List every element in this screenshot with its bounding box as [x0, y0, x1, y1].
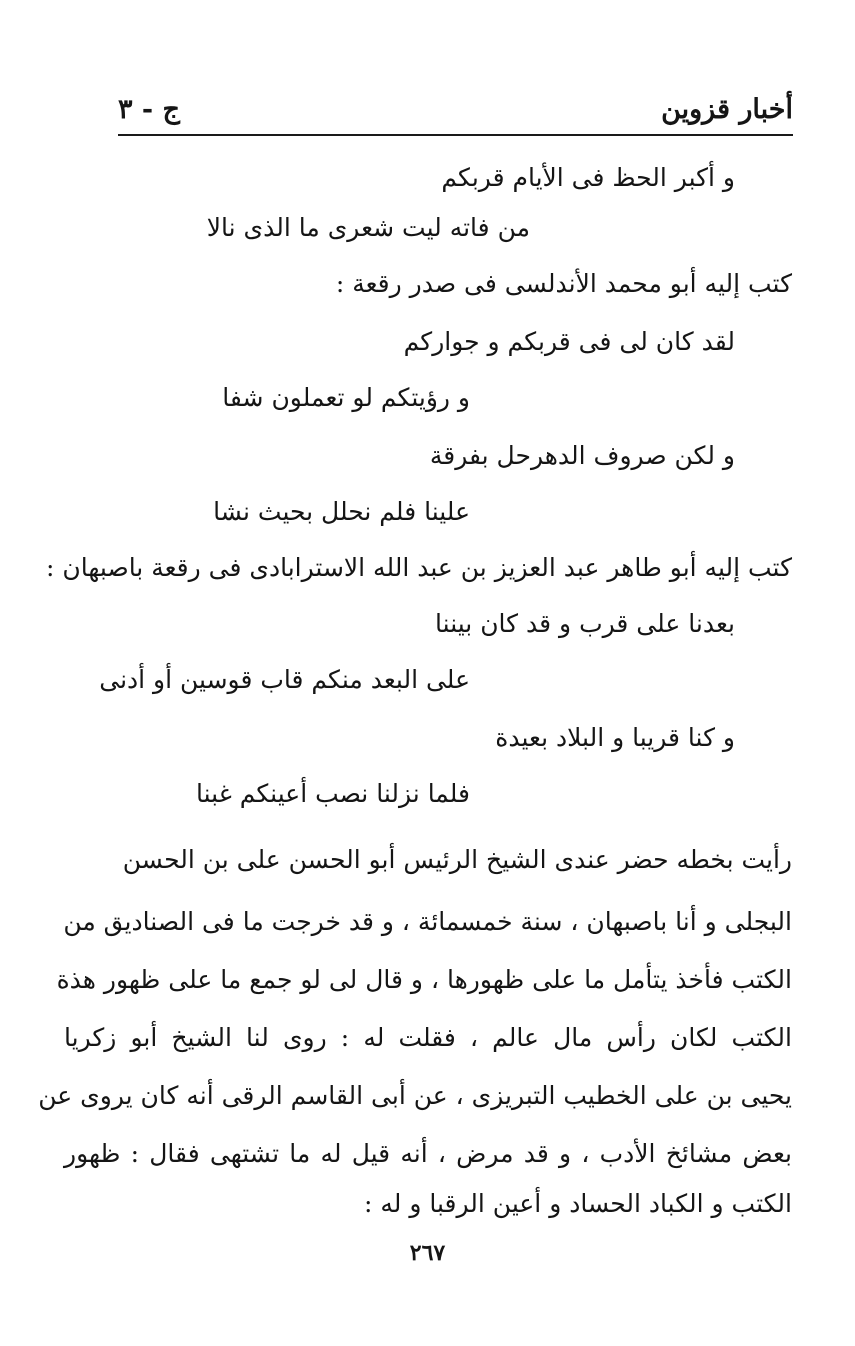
verse-line: لقد كان لى فى قربكم و جواركم — [403, 327, 735, 356]
running-header — [118, 88, 793, 132]
book-title: أخبار قزوين — [661, 94, 793, 125]
verse-line: و كنا قريبا و البلاد بعيدة — [495, 723, 735, 752]
page-number: ٢٦٧ — [409, 1240, 446, 1266]
verse-line: علينا فلم نحلل بحيث نشا — [213, 497, 470, 526]
verse-line: من فاته ليت شعرى ما الذى نالا — [206, 213, 530, 242]
prose-line: رأيت بخطه حضر عندى الشيخ الرئيس أبو الحسن على بن الحسن — [122, 845, 792, 874]
header-rule — [118, 134, 793, 136]
verse-line: على البعد منكم قاب قوسين أو أدنى — [99, 665, 470, 694]
prose-line: البجلى و أنا باصبهان ، سنة خمسمائة ، و قد خرجت ما فى الصناديق من — [63, 907, 792, 936]
prose-line: الكتب لكان رأس مال عالم ، فقلت له : روى لنا الشيخ أبو زكريا — [64, 1023, 792, 1052]
verse-line: و أكبر الحظ فى الأيام قربكم — [441, 163, 735, 192]
prose-line: كتب إليه أبو طاهر عبد العزيز بن عبد الله الاسترابادى فى رقعة باصبهان : — [46, 553, 792, 582]
prose-line: كتب إليه أبو محمد الأندلسى فى صدر رقعة : — [335, 269, 792, 298]
verse-line: فلما نزلنا نصب أعينكم غبنا — [196, 779, 470, 808]
prose-line: الكتب و الكباد الحساد و أعين الرقبا و له : — [364, 1189, 792, 1218]
prose-line: الكتب فأخذ يتأمل ما على ظهورها ، و قال لى لو جمع ما على ظهور هذة — [56, 965, 792, 994]
prose-line: بعض مشائخ الأدب ، و قد مرض ، أنه قيل له ما تشتهى فقال : ظهور — [64, 1139, 792, 1168]
prose-line: يحيى بن على الخطيب التبريزى ، عن أبى القاسم الرقى أنه كان يروى عن — [38, 1081, 792, 1110]
verse-line: و رؤيتكم لو تعملون شفا — [222, 383, 470, 412]
verse-line: و لكن صروف الدهرحل بفرقة — [429, 441, 735, 470]
verse-line: بعدنا على قرب و قد كان بيننا — [435, 609, 735, 638]
volume-label: ج - ٣ — [118, 94, 180, 125]
